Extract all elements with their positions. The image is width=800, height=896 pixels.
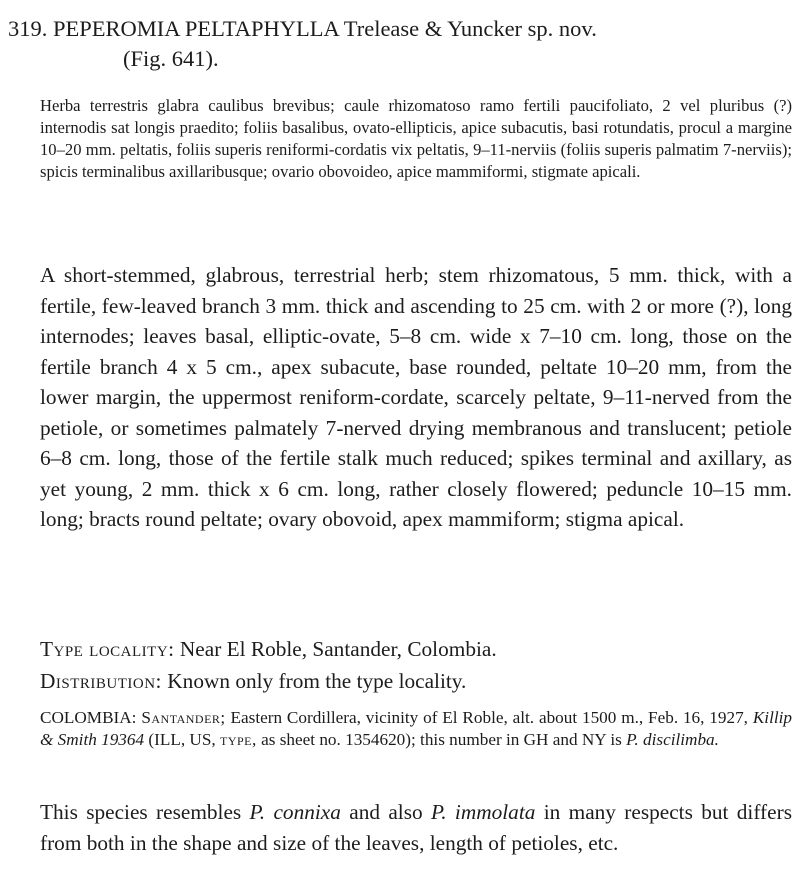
species-authors: Trelease & Yuncker sp. nov.: [343, 16, 597, 41]
specimen-region: Santander;: [141, 708, 226, 727]
distribution-value: Known only from the type locality.: [167, 669, 467, 693]
closing-text-1: This species resembles: [40, 800, 242, 824]
closing-species-2: P. immolata: [431, 800, 536, 824]
closing-text-2: and also: [349, 800, 423, 824]
species-number: 319.: [8, 16, 48, 41]
specimen-other-species: P. discilimba.: [626, 730, 719, 749]
specimen-herbaria: (ILL, US,: [148, 730, 216, 749]
figure-reference: (Fig. 641).: [123, 46, 219, 71]
specimen-sheet: as sheet no. 1354620); this number in GH and NY is: [261, 730, 622, 749]
distribution-label: Distribution:: [40, 669, 162, 693]
species-name: PEPEROMIA PELTAPHYLLA: [53, 16, 339, 41]
english-description: A short-stemmed, glabrous, terrestrial herb; stem rhizomatous, 5 mm. thick, with a fertile, few-leaved branch 3 mm. thick and ascending to 25 cm. with 2 or more (?), long internodes; leaves basal, elliptic-ovate, 5–8 cm. wide x 7–10 cm. long, those on the fertile branch 4 x 5 cm., apex subacute, base rounded, peltate 10–20 mm, from the lower margin, the uppermost reniform-cordate, scarcely peltate, 9–11-nerved from the petiole, or sometimes palmately 7-nerved drying membranous and translucent; petiole 6–8 cm. long, those of the fertile stalk much reduced; spikes terminal and axillary, as yet young, 2 mm. thick x 6 cm. long, rather closely flowered; peduncle 10–15 mm. long; bracts round peltate; ovary obovoid, apex mammiform; stigma apical.: [40, 263, 792, 531]
closing-text-3: in many respects but differs from both in the shape and size of the leaves, length of petioles, etc.: [40, 800, 792, 855]
type-locality-label: Type locality:: [40, 637, 175, 661]
type-locality-value: Near El Roble, Santander, Colombia.: [179, 637, 497, 661]
latin-diagnosis: Herba terrestris glabra caulibus brevibus; caule rhizomatoso ramo fertili paucifoliato, 2 vel pluribus (?) internodis sat longis praedito; foliis basalibus, ovato-ellipticis, apice subacutis, basi rotundatis, procul a margine 10–20 mm. peltatis, foliis superis reniformi-cordatis vix peltatis, 9–11-nerviis (foliis superis palmatim 7-nerviis); spicis terminalibus axillaribusque; ovario obovoideo, apice mammiformi, stigmate apicali.: [40, 96, 792, 181]
closing-note: [40, 797, 792, 858]
specimen-collectors: Killip & Smith 19364: [40, 708, 793, 749]
distribution: [40, 666, 792, 696]
specimen-country: COLOMBIA:: [40, 708, 137, 727]
species-heading-line: [8, 14, 792, 44]
specimen-type-label: type,: [220, 730, 257, 749]
specimen-locality: Eastern Cordillera, vicinity of El Roble, alt. about 1500 m., Feb. 16, 1927,: [230, 708, 748, 727]
species-heading: [8, 14, 792, 74]
type-locality: [40, 634, 792, 664]
specimen-citation: [40, 707, 792, 751]
closing-species-1: P. connixa: [249, 800, 341, 824]
